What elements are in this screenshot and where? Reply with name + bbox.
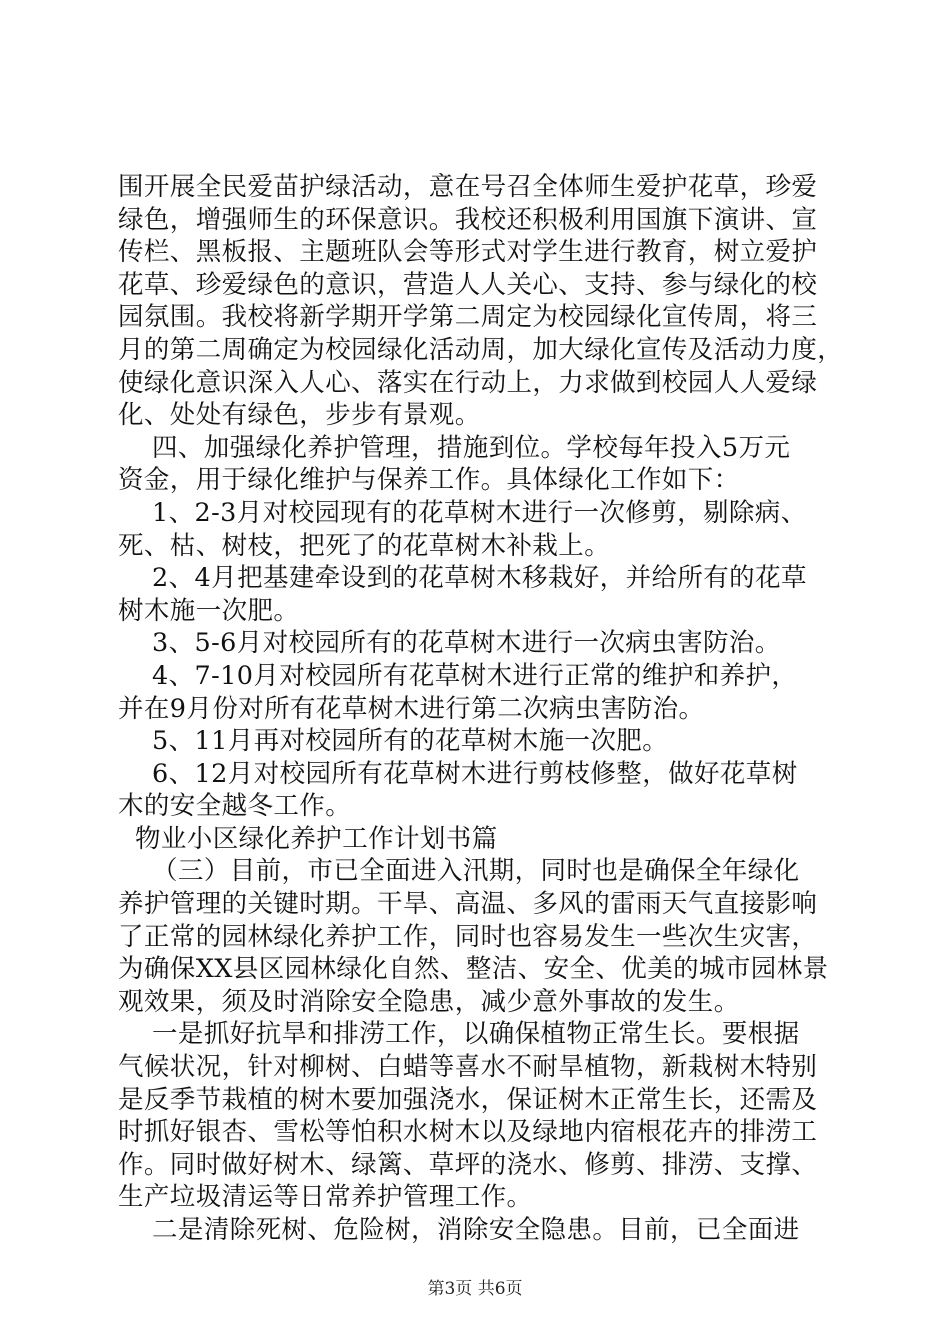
page-footer: 第3页 共6页 [427,1279,523,1299]
text-line: 资金，用于绿化维护与保养工作。具体绿化工作如下： [118,465,740,496]
text-line: 6、12月对校园所有花草树木进行剪枝修整，做好花草树 [118,758,798,789]
text-line: 树木施一次肥。 [118,595,300,626]
text-line: 5、11月再对校园所有的花草树木施一次肥。 [118,726,669,757]
text-line: 园氛围。我校将新学期开学第二周定为校园绿化宣传周，将三 [118,302,818,333]
body-text [118,171,844,1247]
text-line: 死、枯、树枝，把死了的花草树木补栽上。 [118,530,611,561]
text-line: 花草、珍爱绿色的意识，营造人人关心、支持、参与绿化的校 [118,269,818,300]
text-line: 化、处处有绿色，步步有景观。 [118,400,481,431]
text-line: 月的第二周确定为校园绿化活动周，加大绿化宣传及活动力度， [118,334,844,365]
text-line: 围开展全民爱苗护绿活动，意在号召全体师生爱护花草，珍爱 [118,172,818,202]
text-line: 为确保XX县区园林绿化自然、整洁、安全、优美的城市园林景 [118,954,829,985]
text-line: 3、5-6月对校园所有的花草树木进行一次病虫害防治。 [118,628,781,659]
text-line: 二是清除死树、危险树，消除安全隐患。目前，已全面进 [118,1215,800,1245]
text-line: 绿色，增强师生的环保意识。我校还积极利用国旗下演讲、宣 [118,204,818,235]
text-line: 时抓好银杏、雪松等怕积水树木以及绿地内宿根花卉的排涝工 [118,1117,818,1148]
text-line: 并在9月份对所有花草树木进行第二次病虫害防治。 [118,693,705,724]
text-line: 2、4月把基建牵设到的花草树木移栽好，并给所有的花草 [118,563,807,594]
text-line: 使绿化意识深入人心、落实在行动上，力求做到校园人人爱绿 [118,367,818,398]
text-line: 传栏、黑板报、主题班队会等形式对学生进行教育，树立爱护 [118,237,818,268]
text-line: 1、2-3月对校园现有的花草树木进行一次修剪，剔除病、 [118,497,807,528]
text-line: （三）目前，市已全面进入汛期，同时也是确保全年绿化 [118,856,800,887]
text-line: 了正常的园林绿化养护工作，同时也容易发生一些次生灾害， [118,921,818,952]
section-heading: 物业小区绿化养护工作计划书篇 [118,823,498,854]
text-line: 是反季节栽植的树木要加强浇水，保证树木正常生长，还需及 [118,1084,818,1115]
text-line: 4、7-10月对校园所有花草树木进行正常的维护和养护， [118,660,798,691]
text-line: 四、加强绿化养护管理，措施到位。学校每年投入5万元 [118,432,791,463]
text-line: 作。同时做好树木、绿篱、草坪的浇水、修剪、排涝、支撑、 [118,1149,818,1180]
text-line: 养护管理的关键时期。干旱、高温、多风的雷雨天气直接影响 [118,889,818,920]
text-line: 气候状况，针对柳树、白蜡等喜水不耐旱植物，新栽树木特别 [118,1052,818,1083]
text-line: 观效果，须及时消除安全隐患，减少意外事故的发生。 [118,986,740,1017]
text-line: 木的安全越冬工作。 [118,791,352,822]
text-line: 一是抓好抗旱和排涝工作，以确保植物正常生长。要根据 [118,1019,800,1050]
text-line: 生产垃圾清运等日常养护管理工作。 [118,1182,533,1213]
